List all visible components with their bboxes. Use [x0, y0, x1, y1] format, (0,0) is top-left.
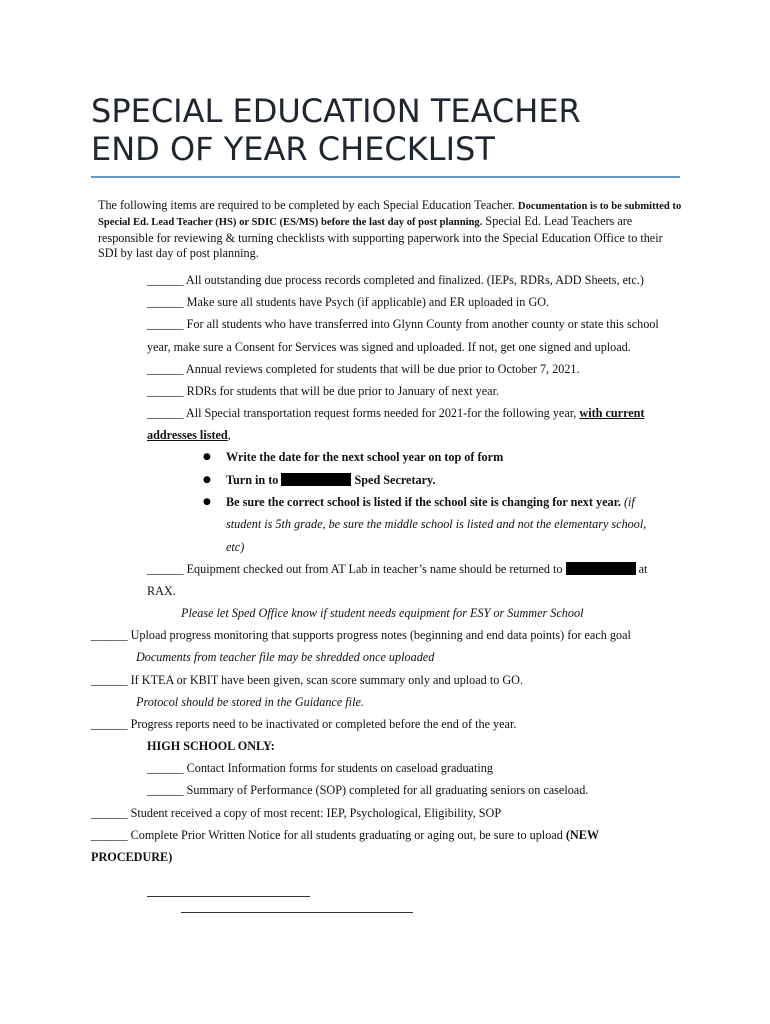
checklist-item-ktea-kbit: ______ If KTEA or KBIT have been given, scan score summary only and upload to GO.: [91, 673, 523, 687]
title-line-2: END OF YEAR CHECKLIST: [91, 130, 495, 168]
checklist-item-transfer-line2: year, make sure a Consent for Services was signed and uploaded. If not, get one signed and upload.: [147, 340, 631, 354]
page-title: [91, 92, 691, 168]
checklist-item-transportation-line1: [147, 406, 645, 421]
title-underline: [91, 176, 680, 178]
sped-secretary-text: Sped Secretary.: [351, 473, 436, 487]
intro-paragraph: [98, 198, 683, 261]
checklist-item-transfer-line1: ______ For all students who have transferred into Glynn County from another county or state this school: [147, 317, 659, 331]
checklist-item-sop: ______ Summary of Performance (SOP) completed for all graduating seniors on caseload.: [147, 783, 589, 797]
bullet-turn-in: [226, 473, 436, 488]
bullet-write-date: Write the date for the next school year on top of form: [226, 450, 504, 464]
fifth-grade-note-start: (if: [620, 495, 635, 509]
signature-line: [147, 896, 310, 897]
transportation-underlined-text: with current: [579, 406, 645, 420]
progress-monitoring-note: Documents from teacher file may be shredded once uploaded: [136, 650, 435, 664]
addresses-listed-text: addresses listed: [147, 428, 228, 442]
title-line-1: SPECIAL EDUCATION TEACHER: [91, 92, 581, 130]
bullet-icon: ●: [203, 497, 211, 507]
intro-text-2: Special Ed. Lead Teachers are responsible for reviewing & turning checklists with supporting paperwork into the Special Education Office to their SDI by last day of post planning.: [98, 214, 663, 260]
checklist-item-progress-monitoring: ______ Upload progress monitoring that supports progress notes (beginning and end data points) for each goal: [91, 628, 631, 642]
equipment-location: RAX.: [147, 584, 176, 598]
procedure-text: PROCEDURE): [91, 850, 173, 864]
equipment-text: ______ Equipment checked out from AT Lab in teacher’s name should be returned to: [147, 562, 566, 576]
redacted-name-block: [566, 562, 636, 575]
bullet-icon: ●: [203, 452, 211, 462]
fifth-grade-note-line3: etc): [226, 540, 245, 554]
checklist-item-psych-er: ______ Make sure all students have Psych (if applicable) and ER uploaded in GO.: [147, 295, 550, 309]
checklist-item-annual-reviews: ______ Annual reviews completed for students that will be due prior to October 7, 2021.: [147, 362, 580, 376]
checklist-item-rdrs: ______ RDRs for students that will be due prior to January of next year.: [147, 384, 500, 398]
high-school-header: HIGH SCHOOL ONLY:: [147, 739, 275, 753]
checklist-item-equipment: [147, 562, 647, 577]
date-line: [181, 912, 413, 913]
checklist-item-transportation-line2: [147, 428, 231, 443]
transportation-text: ______ All Special transportation request forms needed for 2021-for the following year,: [147, 406, 580, 420]
intro-bold-text: Documentation is to be submitted to Special Ed. Lead Teacher (HS) or SDIC (ES/MS) before the last day of post planning.: [98, 201, 682, 229]
protocol-note: Protocol should be stored in the Guidance file.: [136, 695, 364, 709]
fifth-grade-note-line2: student is 5th grade, be sure the middle school is listed and not the elementary school,: [226, 517, 647, 531]
checklist-item-due-process: ______ All outstanding due process records completed and finalized. (IEPs, RDRs, ADD Sheets, etc.): [147, 273, 644, 287]
turn-in-text: Turn in to: [226, 473, 282, 487]
pwn-text: ______ Complete Prior Written Notice for all students graduating or aging out, be sure to upload: [91, 828, 566, 842]
new-procedure-text: (NEW: [565, 828, 600, 842]
redacted-name-block: [281, 473, 351, 486]
bullet-icon: ●: [203, 475, 211, 485]
bullet-correct-school: [226, 495, 635, 510]
checklist-item-prior-written-notice: [91, 828, 599, 843]
comma-text: ,: [227, 428, 231, 442]
checklist-item-contact-forms: ______ Contact Information forms for students on caseload graduating: [147, 761, 493, 775]
checklist-item-copy-received: ______ Student received a copy of most recent: IEP, Psychological, Eligibility, SOP: [91, 806, 502, 820]
checklist-item-progress-reports: ______ Progress reports need to be inactivated or completed before the end of the year.: [91, 717, 517, 731]
intro-text-1: The following items are required to be completed by each Special Education Teacher.: [98, 198, 518, 212]
equipment-note: Please let Sped Office know if student needs equipment for ESY or Summer School: [181, 606, 584, 620]
correct-school-text: Be sure the correct school is listed if the school site is changing for next year.: [226, 495, 621, 509]
equipment-at-text: at: [635, 562, 648, 576]
